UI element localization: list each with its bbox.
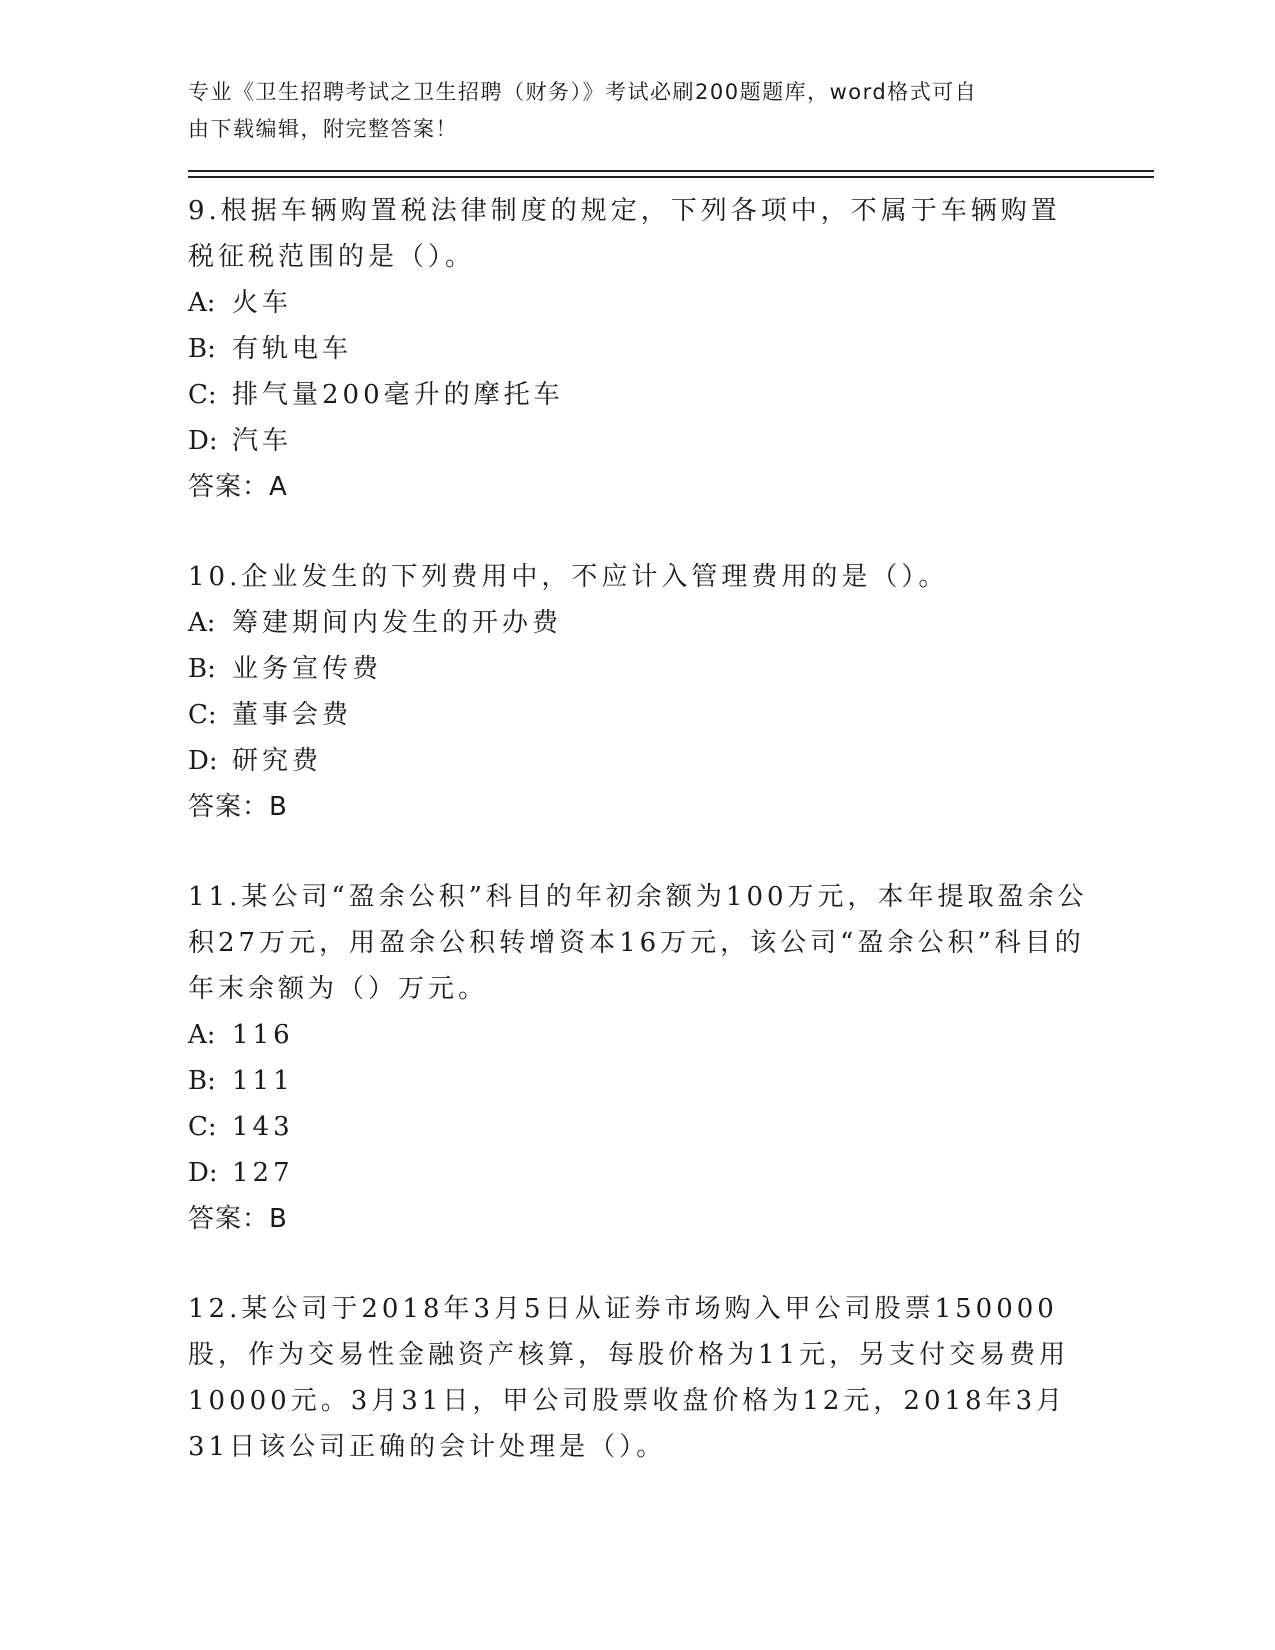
- question-text: 12.某公司于2018年3月5日从证券市场购入甲公司股票150000股，作为交易性金融资产核算，每股价格为11元，另支付交易费用10000元。3月31日，甲公司股票收盘价格为12元，2018年3月31日该公司正确的会计处理是（）。: [188, 1294, 1070, 1462]
- option-text: 排气量200毫升的摩托车: [232, 380, 564, 410]
- question-9: [188, 188, 1088, 510]
- answer: 答案：B: [188, 792, 288, 822]
- option-text: 筹建期间内发生的开办费: [232, 608, 563, 638]
- question-list: [188, 188, 1088, 1514]
- option-text: 董事会费: [232, 700, 353, 730]
- header-line-2: 由下载编辑，附完整答案！: [188, 117, 458, 141]
- option-b: [188, 326, 1088, 372]
- header-divider-bottom: [188, 176, 1154, 178]
- option-d: [188, 1150, 1088, 1196]
- header-divider-top: [188, 170, 1154, 172]
- option-a: [188, 280, 1088, 326]
- option-text: 111: [232, 1066, 294, 1096]
- option-letter: D:: [188, 1158, 218, 1188]
- question-10: [188, 554, 1088, 830]
- option-letter: A:: [188, 1020, 216, 1050]
- option-letter: B:: [188, 1066, 216, 1096]
- question-text: 9.根据车辆购置税法律制度的规定，下列各项中，不属于车辆购置税征税范围的是（）。: [188, 196, 1061, 272]
- option-b: [188, 1058, 1088, 1104]
- option-text: 有轨电车: [232, 334, 353, 364]
- question-text: 10.企业发生的下列费用中，不应计入管理费用的是（）。: [188, 562, 949, 592]
- option-d: [188, 738, 1088, 784]
- option-c: [188, 1104, 1088, 1150]
- option-a: [188, 1012, 1088, 1058]
- option-letter: B:: [188, 334, 216, 364]
- option-letter: C:: [188, 1112, 217, 1142]
- option-text: 116: [232, 1020, 294, 1050]
- option-letter: D:: [188, 746, 218, 776]
- answer: 答案：B: [188, 1204, 288, 1234]
- option-letter: A:: [188, 288, 216, 318]
- answer: 答案：A: [188, 472, 288, 502]
- option-letter: A:: [188, 608, 216, 638]
- option-text: 143: [232, 1112, 294, 1142]
- option-letter: C:: [188, 700, 217, 730]
- option-text: 研究费: [232, 746, 323, 776]
- option-text: 火车: [232, 288, 293, 318]
- option-letter: B:: [188, 654, 216, 684]
- document-header: [188, 74, 1068, 148]
- question-12: [188, 1286, 1088, 1470]
- option-text: 业务宣传费: [232, 654, 383, 684]
- option-a: [188, 600, 1088, 646]
- option-text: 汽车: [232, 426, 293, 456]
- option-b: [188, 646, 1088, 692]
- option-c: [188, 692, 1088, 738]
- question-text: 11.某公司“盈余公积”科目的年初余额为100万元，本年提取盈余公积27万元，用盈余公积转增资本16万元，该公司“盈余公积”科目的年末余额为（）万元。: [188, 882, 1088, 1004]
- option-c: [188, 372, 1088, 418]
- question-11: [188, 874, 1088, 1242]
- option-text: 127: [232, 1158, 294, 1188]
- option-letter: D:: [188, 426, 218, 456]
- option-letter: C:: [188, 380, 217, 410]
- option-d: [188, 418, 1088, 464]
- header-line-1: 专业《卫生招聘考试之卫生招聘（财务）》考试必刷200题题库，word格式可自: [188, 80, 978, 104]
